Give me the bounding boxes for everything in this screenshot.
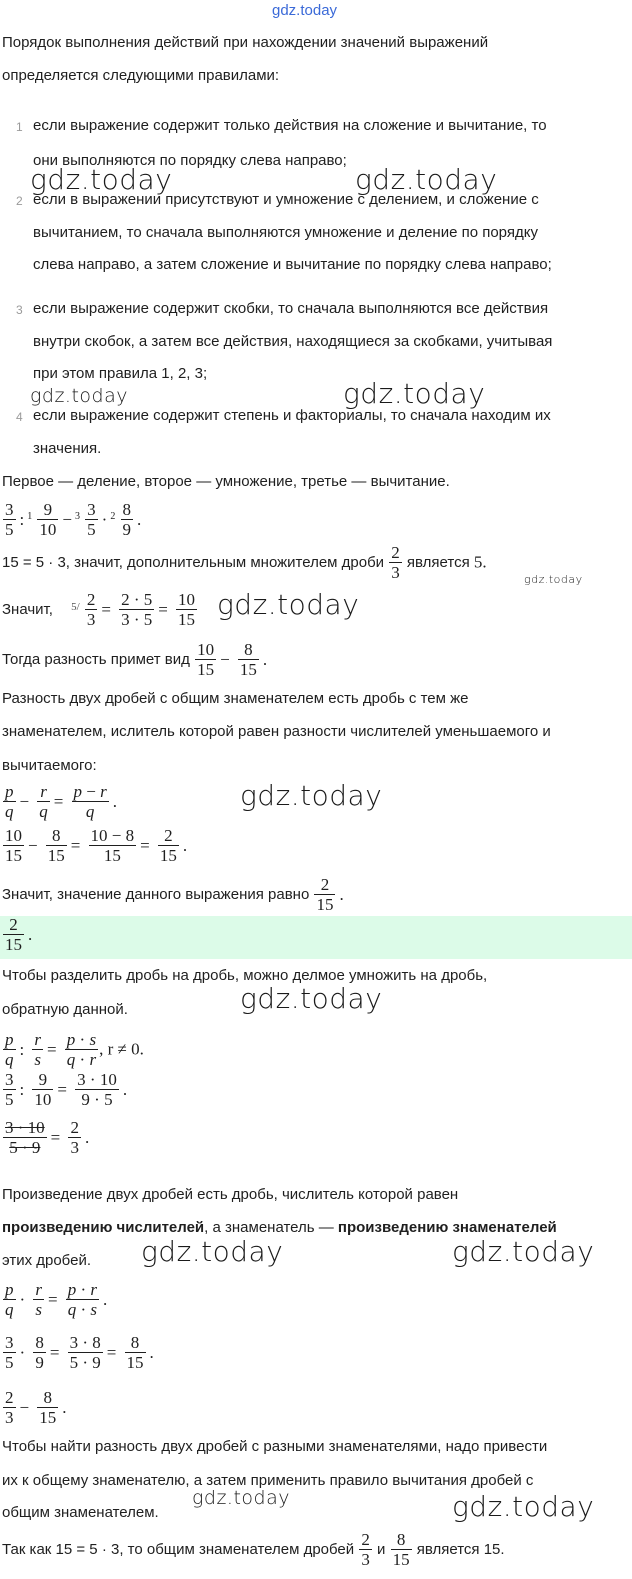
rule-lcd-line-1: Чтобы найти разность двух дробей с разными знаменателями, надо привести [2,1438,548,1455]
formula-mul: $\frac{p}{q}$ · $\frac{r}{s}$ = $\frac{p \cdot r}{q \cdot s}$ . [5,1280,108,1319]
rule-mul-line-1: Произведение двух дробей есть дробь, числитель которой равен [2,1186,459,1203]
watermark: gdz.today [524,573,583,586]
bold-denominators: произведению знаменателей [337,1219,557,1236]
watermark: gdz.today [240,779,383,812]
rule-4-number: 4 [16,410,23,424]
rule-3-line-1: если выражение содержит скобки, то сначала выполняются все действия [33,300,549,317]
watermark: gdz.today [355,163,498,196]
extra-factor: 5/ [71,600,80,613]
rule-mul-mid: , а знаменатель — [204,1219,334,1236]
rule-1-number: 1 [16,120,23,134]
main-expression: $\frac{3}{5}$ : 1 $\frac{9}{10}$ − 3 $\frac{3}{5}$ · 2 $\frac{8}{9}$ . [5,500,142,539]
watermark: gdz.today [452,1235,595,1268]
order-marker-3: 3 [75,511,80,522]
last-line: Так как 15 = 5 · 3, то общим знаменателем дробей $\frac{2}{3}$ и $\frac{8}{15}$ является 15. [2,1530,505,1569]
order-marker-1: 1 [27,511,33,522]
watermark: gdz.today [217,588,360,621]
lcm-line: 15 = 5 · 3, значит, дополнительным множителем дроби $\frac{2}{3}$ является 5. [2,543,487,582]
calc-div: $\frac{3}{5}$ : $\frac{9}{10}$ = $\frac{3 \cdot 10}{9 \cdot 5}$ . [5,1070,128,1109]
answer-value: $\frac{2}{15}$ . [5,915,33,954]
rule-1-line-2: они выполняются по порядку слева направо; [33,152,347,169]
rule-3-line-3: при этом правила 1, 2, 3; [33,365,208,382]
watermark: gdz.today [192,1487,290,1509]
bold-numerators: произведению числителей [2,1219,205,1236]
calc-diff: $\frac{10}{15}$ − $\frac{8}{15}$ = $\frac{10 - 8}{15}$ = $\frac{2}{15}$ . [5,826,188,865]
watermark: gdz.today [30,385,128,407]
order-marker-2: 2 [110,511,116,522]
difference-line: Тогда разность примет вид $\frac{10}{15}$ − $\frac{8}{15}$ . [2,640,268,679]
rule-diff-line-1: Разность двух дробей с общим знаменателем есть дробь с тем же [2,690,469,707]
order-line: Первое — деление, второе — умножение, третье — вычитание. [2,473,450,490]
watermark: gdz.today [343,377,486,410]
watermark: gdz.today [30,163,173,196]
value-line: Значит, значение данного выражения равно $\frac{2}{15}$ . [2,875,344,914]
watermark: gdz.today [240,982,383,1015]
header-watermark-link[interactable]: gdz.today [272,2,338,19]
rule-diff-line-3: вычитаемого: [2,757,97,774]
rule-div-line-1: Чтобы разделить дробь на дробь, можно делмое умножить на дробь, [2,967,488,984]
rule-div-line-2: обратную данной. [2,1001,128,1018]
answer-box [0,916,632,959]
rule-diff-line-2: знаменателем, ислитель которой равен разности числителей уменьшаемого и [2,723,551,740]
rule-4-line-2: значения. [33,440,102,457]
formula-div: $\frac{p}{q}$ : $\frac{r}{s}$ = $\frac{p \cdot s}{q \cdot r}$ , r ≠ 0. [5,1030,144,1069]
rule-2-line-3: слева направо, а затем сложение и вычитание по порядку слева направо; [33,256,552,273]
watermark: gdz.today [452,1490,595,1523]
intro-line-1: Порядок выполнения действий при нахождении значений выражений [2,34,489,51]
rule-lcd-line-2: их к общему знаменателю, а затем применить правило вычитания дробей с [2,1472,534,1489]
calc-cancel: $\frac{3 \cdot 10}{5 \cdot 9}$ = $\frac{2}{3}$ . [5,1118,90,1157]
rule-lcd-line-3: общим знаменателем. [2,1504,159,1521]
rule-2-number: 2 [16,194,23,208]
calc-mul: $\frac{3}{5}$ · $\frac{8}{9}$ = $\frac{3 \cdot 8}{5 \cdot 9}$ = $\frac{8}{15}$ . [5,1333,154,1372]
extension-line: Значит, 5/ $\frac{2}{3}$ = $\frac{2 \cdot 5}{3 \cdot 5}$ = $\frac{10}{15}$ [2,590,196,629]
calc-final-diff: $\frac{2}{3}$ − $\frac{8}{15}$ . [5,1388,67,1427]
rule-3-line-2: внутри скобок, а затем все действия, находящиеся за скобками, учитывая [33,333,553,350]
rule-mul-line-3: этих дробей. [2,1252,91,1269]
rule-4-line-1: если выражение содержит степень и факториалы, то сначала находим их [33,407,551,424]
watermark: gdz.today [141,1235,284,1268]
rule-1-line-1: если выражение содержит только действия на сложение и вычитание, то [33,117,547,134]
formula-diff: $\frac{p}{q}$ − $\frac{r}{q}$ = $\frac{p - r}{q}$ . [5,782,117,821]
rule-2-line-2: вычитанием, то сначала выполняются умножение и деление по порядку [33,224,538,241]
rule-3-number: 3 [16,303,23,317]
intro-line-2: определяется следующими правилами: [2,67,280,84]
rule-2-line-1: если в выражении присутствуют и умножение с делением, и сложение с [33,191,539,208]
